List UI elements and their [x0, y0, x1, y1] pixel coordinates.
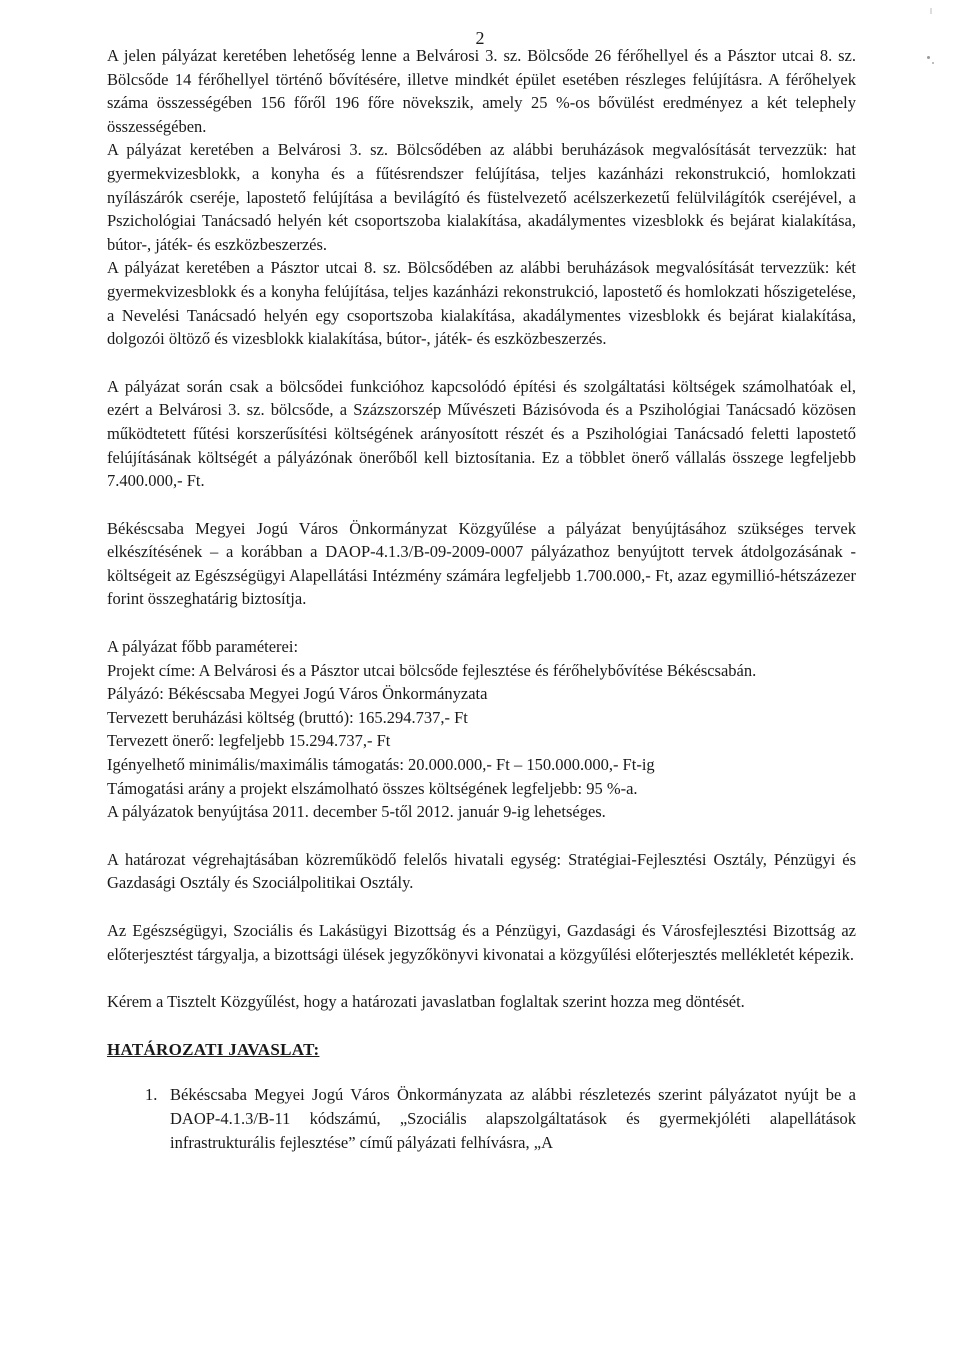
- param-project-title: Projekt címe: A Belvárosi és a Pásztor utcai bölcsőde fejlesztése és férőhelybővítése Békéscsabán.: [107, 660, 757, 680]
- resolution-heading: HATÁROZATI JAVASLAT:: [107, 1039, 320, 1059]
- list-item-text: Békéscsaba Megyei Jogú Város Önkormányzata az alábbi részletezés szerint pályázatot nyújt be a DAOP-4.1.3/B-11 kódszámú, „Szociális alapszolgáltatások és gyermekjóléti alapellátások infrastrukturális fejlesztése” című pályázati felhívásra, „A: [170, 1085, 856, 1152]
- paragraph-expansion-summary: A jelen pályázat keretében lehetőség lenne a Belvárosi 3. sz. Bölcsőde 26 férőhellyel és a Pásztor utcai 8. sz. Bölcsőde 14 férőhellyel történő bővítésére, illetve mindkét épület esetében részleges felújításra. A férőhelyek száma összességében 156 főről 196 főre növekszik, amely 25 %-os bővülést eredményez a két telephely összességében.: [107, 46, 856, 136]
- paragraph-belvarosi-investments: A pályázat keretében a Belvárosi 3. sz. Bölcsődében az alábbi beruházások megvalósítását tervezzük: hat gyermekvizesblokk, a konyha és a fűtésrendszer felújítása, teljes kazánházi rekonstrukció, homlokzati nyílászárók cseréje, lapostető felújítása a bevilágító és füstelvezető acélszerkezetű felülvilágítók cseréjével, a Pszichológiai Tanácsadó helyén két csoportszoba kialakítása, akadálymentes vizesblokk és bejárat kialakítása, bútor-, játék- és eszközbeszerzés.: [107, 140, 856, 254]
- resolution-list: [107, 1083, 856, 1154]
- paragraph-eligible-costs: A pályázat során csak a bölcsődei funkcióhoz kapcsolódó építési és szolgáltatási költségek számolhatóak el, ezért a Belvárosi 3. sz. bölcsőde, a Százszorszép Művészeti Bázisóvoda és a Pszihológiai Tanácsadó közösen működtetett fűtési korszerűsítési költségének arányosított részét és a Pszihológiai Tanácsadó feletti lapostető felújításának költségét a pályázónak önerőből kell biztosítania. Ez a többlet önerő vállalás összege legfeljebb 7.400.000,- Ft.: [107, 376, 856, 491]
- page-number: 2: [475, 28, 485, 48]
- param-applicant: Pályázó: Békéscsaba Megyei Jogú Város Önkormányzata: [107, 684, 488, 704]
- scan-mark: [930, 8, 932, 14]
- param-grant-range: Igényelhető minimális/maximális támogatás: 20.000.000,- Ft – 150.000.000,- Ft-ig: [107, 755, 655, 775]
- list-item: [107, 1083, 856, 1154]
- paragraph-request: Kérem a Tisztelt Közgyűlést, hogy a határozati javaslatban foglaltak szerint hozza meg döntését.: [107, 992, 745, 1012]
- paragraph-responsible-unit: A határozat végrehajtásában közreműködő felelős hivatali egység: Stratégiai-Fejlesztési Osztály, Pénzügyi és Gazdasági Osztály és Szociálpolitikai Osztály.: [107, 849, 856, 893]
- params-title: A pályázat főbb paraméterei:: [107, 637, 299, 657]
- param-planned-cost: Tervezett beruházási költség (bruttó): 165.294.737,- Ft: [107, 707, 468, 727]
- list-item-number: 1.: [145, 1085, 158, 1105]
- scan-speck: [932, 62, 934, 64]
- paragraph-planning-costs: Békéscsaba Megyei Jogú Város Önkormányzat Közgyűlése a pályázat benyújtásához szükséges tervek elkészítésének – a korábban a DAOP-4.1.3/B-09-2009-0007 pályázathoz benyújtott tervek átdolgozásának - költségeit az Egészségügyi Alapellátási Intézmény számára legfeljebb 1.700.000,- Ft, azaz egymillió-hétszázezer forint összeghatárig biztosítja.: [107, 518, 856, 609]
- param-support-rate: Támogatási arány a projekt elszámolható összes költségének legfeljebb: 95 %-a.: [107, 778, 638, 798]
- param-submission-period: A pályázatok benyújtása 2011. december 5-től 2012. január 9-ig lehetséges.: [107, 802, 606, 822]
- param-own-contribution: Tervezett önerő: legfeljebb 15.294.737,- Ft: [107, 731, 391, 751]
- scan-speck: [927, 56, 930, 59]
- paragraph-pasztor-investments: A pályázat keretében a Pásztor utcai 8. sz. Bölcsődében az alábbi beruházások megvalósítását tervezzük: két gyermekvizesblokk és a konyha felújítása, teljes kazánházi rekonstrukció, lapostető és homlokzati hőszigetelése, a Nevelési Tanácsadó helyén egy csoportszoba kialakítása, akadálymentes vizesblokk és bejárat kialakítása, dolgozói öltöző és vizesblokk kialakítása, bútor-, játék- és eszközbeszerzés.: [107, 258, 856, 349]
- document-body: [107, 44, 856, 1154]
- paragraph-committees: Az Egészségügyi, Szociális és Lakásügyi Bizottság és a Pénzügyi, Gazdasági és Városfejlesztési Bizottság az előterjesztést tárgyalja, a bizottsági ülések jegyzőkönyvi kivonatai a közgyűlési előterjesztés mellékletét képezik.: [107, 921, 856, 964]
